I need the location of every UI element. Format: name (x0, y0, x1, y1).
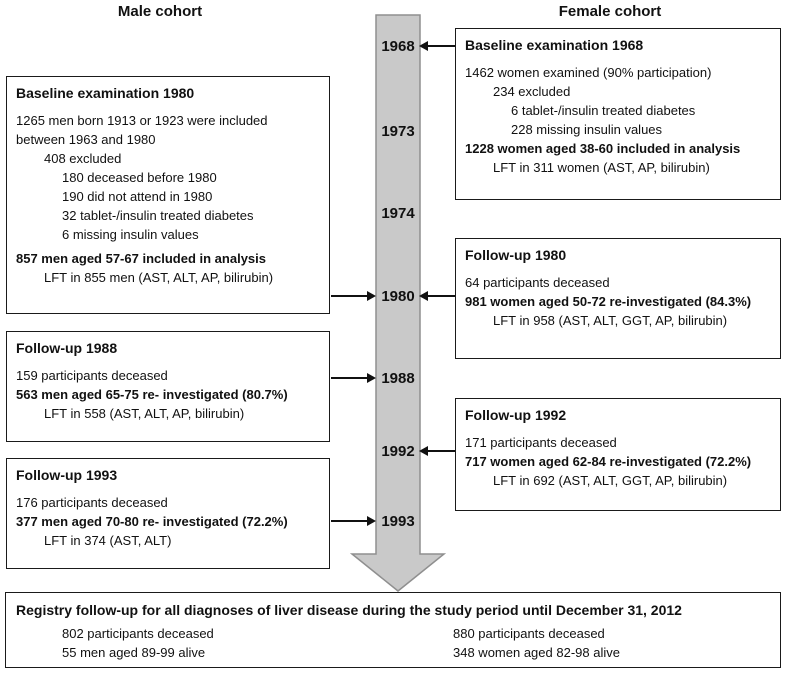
female-1980-reinvestigated: 981 women aged 50-72 re-investigated (84.3%) (465, 294, 752, 309)
registry-followup-box (5, 592, 781, 668)
timeline-year-1993: 1993 (381, 513, 415, 530)
female-1992-lft: LFT in 692 (AST, ALT, GGT, AP, bilirubin) (493, 473, 728, 488)
male-exclusion-reason: 6 missing insulin values (62, 227, 199, 242)
male-1993-reinvestigated: 377 men aged 70-80 re- investigated (72.2%) (16, 514, 288, 529)
arrow-female-to-1980-icon (428, 295, 455, 297)
male-exclusion-reason: 180 deceased before 1980 (62, 170, 217, 185)
registry-female-deceased: 880 participants deceased (453, 626, 605, 641)
female-exclusion-reason: 228 missing insulin values (511, 122, 663, 137)
female-exclusion-reason: 6 tablet-/insulin treated diabetes (511, 103, 696, 118)
male-excluded-count: 408 excluded (44, 151, 122, 166)
female-followup-1980-title: Follow-up 1980 (465, 247, 567, 263)
male-1988-reinvestigated: 563 men aged 65-75 re- investigated (80.7%) (16, 387, 288, 402)
female-followup-1992-box (455, 398, 781, 511)
male-1988-lft: LFT in 558 (AST, ALT, AP, bilirubin) (44, 406, 245, 421)
male-included-count: 857 men aged 57-67 included in analysis (16, 251, 266, 266)
male-baseline-lft: LFT in 855 men (AST, ALT, AP, bilirubin) (44, 270, 274, 285)
male-1993-deceased: 176 participants deceased (16, 495, 168, 510)
male-exclusion-reason: 190 did not attend in 1980 (62, 189, 213, 204)
male-baseline-box (6, 76, 330, 314)
timeline-year-1988: 1988 (381, 370, 415, 387)
timeline-year-1968: 1968 (381, 38, 415, 55)
male-followup-1993-box (6, 458, 330, 569)
female-cohort-title: Female cohort (558, 3, 662, 20)
female-baseline-title: Baseline examination 1968 (465, 37, 644, 53)
female-1992-deceased: 171 participants deceased (465, 435, 617, 450)
registry-title: Registry follow-up for all diagnoses of liver disease during the study period until December 31, 2012 (16, 602, 682, 618)
arrow-male-to-1980-icon (331, 295, 367, 297)
female-followup-1992-title: Follow-up 1992 (465, 407, 567, 423)
female-included-count: 1228 women aged 38-60 included in analysis (465, 141, 741, 156)
female-excluded-count: 234 excluded (493, 84, 571, 99)
male-1988-deceased: 159 participants deceased (16, 368, 168, 383)
arrow-female-to-1992-icon (428, 450, 455, 452)
timeline-year-1973: 1973 (381, 123, 415, 140)
male-followup-1988-title: Follow-up 1988 (16, 340, 118, 356)
male-exclusion-reason: 32 tablet-/insulin treated diabetes (62, 208, 254, 223)
registry-female-alive: 348 women aged 82-98 alive (453, 645, 620, 660)
male-cohort-title: Male cohort (117, 3, 203, 20)
male-1993-lft: LFT in 374 (AST, ALT) (44, 533, 172, 548)
female-1980-deceased: 64 participants deceased (465, 275, 610, 290)
registry-female-column (393, 624, 770, 662)
arrow-male-to-1988-icon (331, 377, 367, 379)
female-baseline-lft: LFT in 311 women (AST, AP, bilirubin) (493, 160, 710, 175)
arrow-male-to-1993-icon (331, 520, 367, 522)
registry-male-deceased: 802 participants deceased (62, 626, 214, 641)
male-baseline-title: Baseline examination 1980 (16, 85, 195, 101)
registry-columns (16, 624, 770, 662)
arrow-female-to-1968-icon (428, 45, 455, 47)
male-followup-1988-box (6, 331, 330, 442)
female-baseline-intro: 1462 women examined (90% participation) (465, 65, 712, 80)
female-followup-1980-box (455, 238, 781, 359)
registry-male-column (16, 624, 393, 662)
timeline-year-1980: 1980 (381, 288, 415, 305)
timeline-year-1992: 1992 (381, 443, 415, 460)
female-1980-lft: LFT in 958 (AST, ALT, GGT, AP, bilirubin) (493, 313, 728, 328)
registry-male-alive: 55 men aged 89-99 alive (62, 645, 206, 660)
male-followup-1993-title: Follow-up 1993 (16, 467, 118, 483)
male-baseline-intro: 1265 men born 1913 or 1923 were included between 1963 and 1980 (16, 113, 268, 147)
female-baseline-box (455, 28, 781, 200)
female-1992-reinvestigated: 717 women aged 62-84 re-investigated (72.2%) (465, 454, 752, 469)
timeline-year-1974: 1974 (381, 205, 415, 222)
